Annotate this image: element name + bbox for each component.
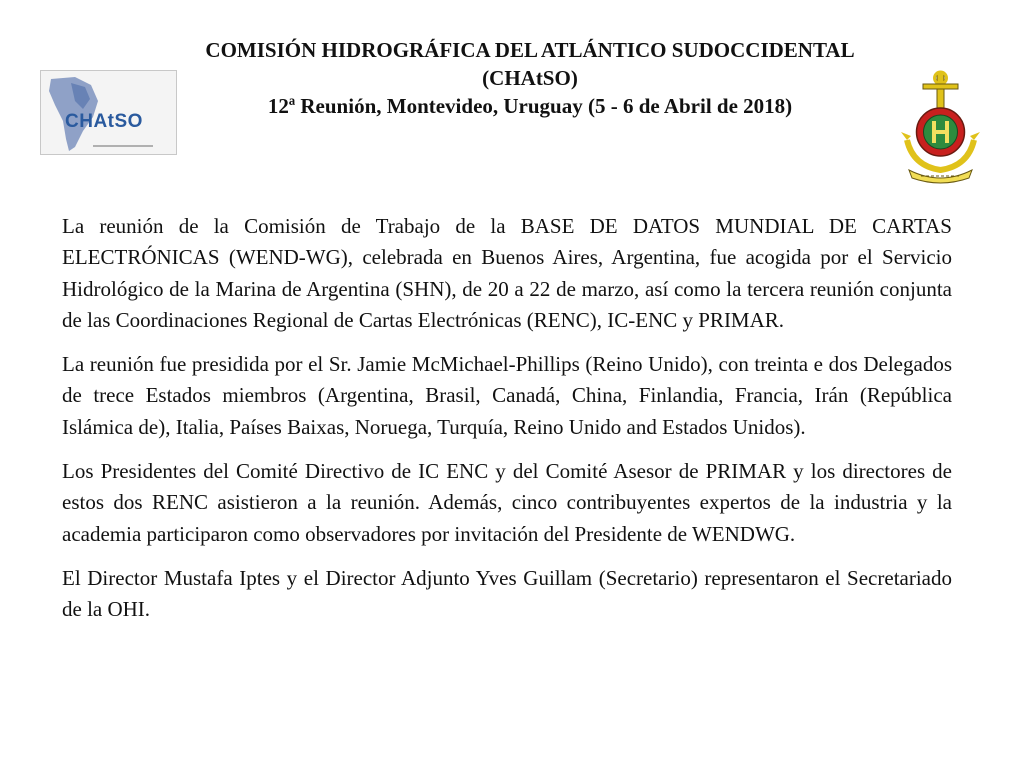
page-title [120,36,940,120]
iho-emblem-icon [893,70,988,185]
title-line-1: COMISIÓN HIDROGRÁFICA DEL ATLÁNTICO SUDOCCIDENTAL [205,38,855,62]
body-text [62,211,952,639]
paragraph-4: El Director Mustafa Iptes y el Director Adjunto Yves Guillam (Secretario) representaron el Secretariado de la OHI. [62,565,952,622]
paragraph-1: La reunión de la Comisión de Trabajo de la BASE DE DATOS MUNDIAL DE CARTAS ELECTRÓNICAS (WEND-WG), celebrada en Buenos Aires, Argentina, fue acogida por el Servicio Hidrológico de la Marina de Argentina (SHN), de 20 a 22 de marzo, así como la tercera reunión conjunta de las Coordinaciones Regional de Cartas Electrónicas (RENC), IC-ENC y PRIMAR. [62,214,952,332]
paragraph-2: La reunión fue presidida por el Sr. Jamie McMichael-Phillips (Reino Unido), con treinta e dos Delegados de trece Estados miembros (Argentina, Brasil, Canadá, China, Finlandia, Francia, Irán (República Islámica de), Italia, Países Baixas, Noruega, Turquía, Reino Unido and Estados Unidos). [62,352,952,439]
logo-text: CHAtSO [65,111,143,132]
title-line-3: 12ª Reunión, Montevideo, Uruguay (5 - 6 de Abril de 2018) [267,94,793,118]
logo-subtitle-line [93,145,153,147]
paragraph-3: Los Presidentes del Comité Directivo de IC ENC y del Comité Asesor de PRIMAR y los directores de estos dos RENC asistieron a la reunión. Además, cinco contribuyentes expertos de la industria y la academia participaron como observadores por invitación del Presidente de WENDWG. [62,459,952,546]
iho-emblem [893,70,988,185]
title-line-2: (CHAtSO) [482,66,578,90]
